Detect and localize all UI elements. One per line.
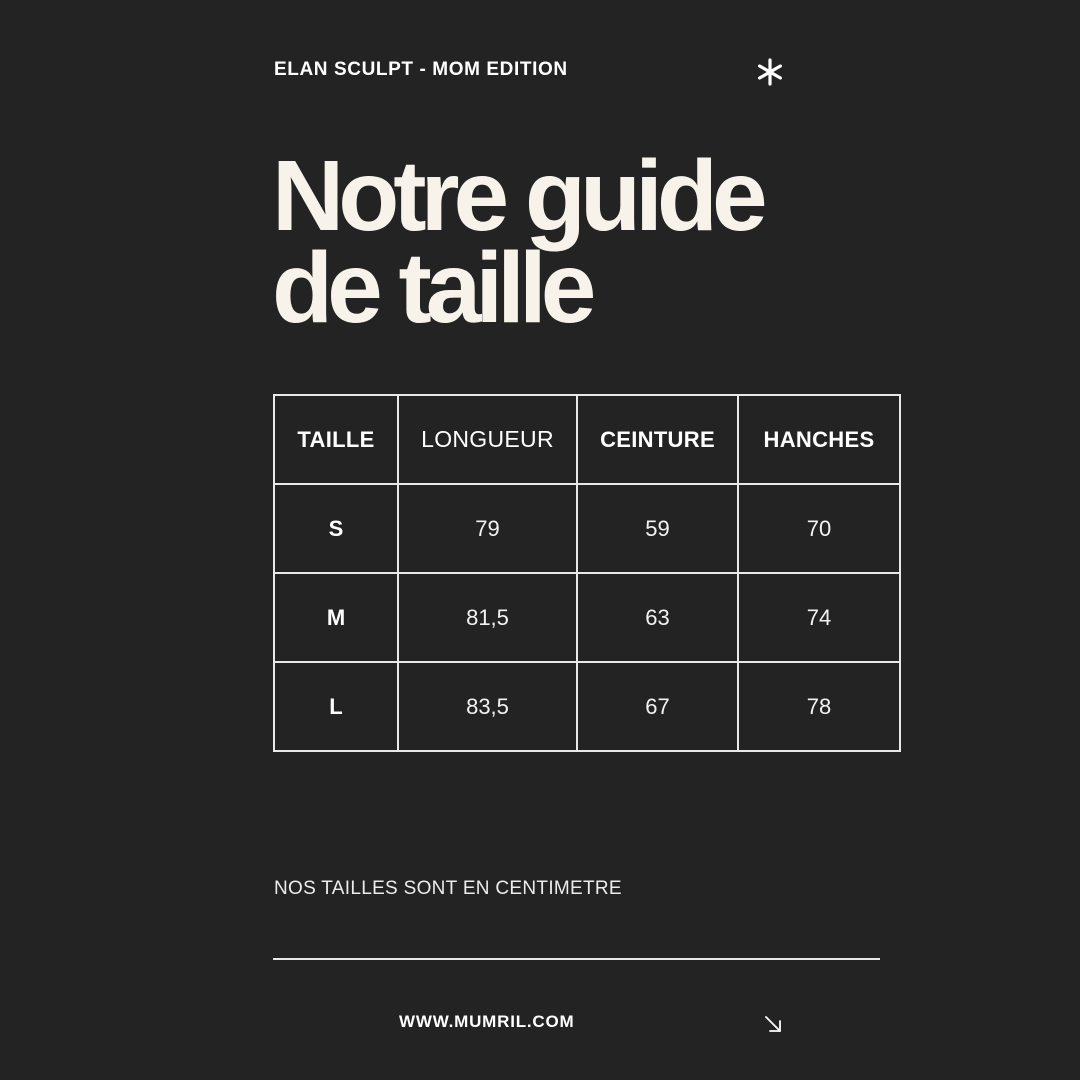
size-table (273, 394, 901, 752)
asterisk-icon (755, 57, 785, 87)
page-title-line-2: de taille (272, 232, 591, 344)
cell-size: L (274, 662, 398, 751)
table-row (274, 573, 900, 662)
cell-ceinture: 63 (577, 573, 738, 662)
header-ceinture: CEINTURE (577, 395, 738, 484)
cell-longueur: 79 (398, 484, 577, 573)
divider-line (273, 958, 880, 960)
cell-hanches: 78 (738, 662, 900, 751)
header-taille: TAILLE (274, 395, 398, 484)
table-header-row (274, 395, 900, 484)
page-title-line-1: Notre guide (272, 140, 762, 252)
cell-size: M (274, 573, 398, 662)
table-row (274, 662, 900, 751)
cell-ceinture: 59 (577, 484, 738, 573)
cell-size: S (274, 484, 398, 573)
table-row (274, 484, 900, 573)
cell-hanches: 74 (738, 573, 900, 662)
cell-ceinture: 67 (577, 662, 738, 751)
page-title (272, 140, 762, 344)
header-longueur: LONGUEUR (398, 395, 577, 484)
brand-label: ELAN SCULPT - MOM EDITION (274, 59, 568, 80)
cell-longueur: 83,5 (398, 662, 577, 751)
cell-hanches: 70 (738, 484, 900, 573)
website-link[interactable]: WWW.MUMRIL.COM (399, 1012, 575, 1031)
arrow-down-right-icon (763, 1014, 783, 1034)
cell-longueur: 81,5 (398, 573, 577, 662)
units-note: NOS TAILLES SONT EN CENTIMETRE (274, 878, 622, 899)
header-hanches: HANCHES (738, 395, 900, 484)
